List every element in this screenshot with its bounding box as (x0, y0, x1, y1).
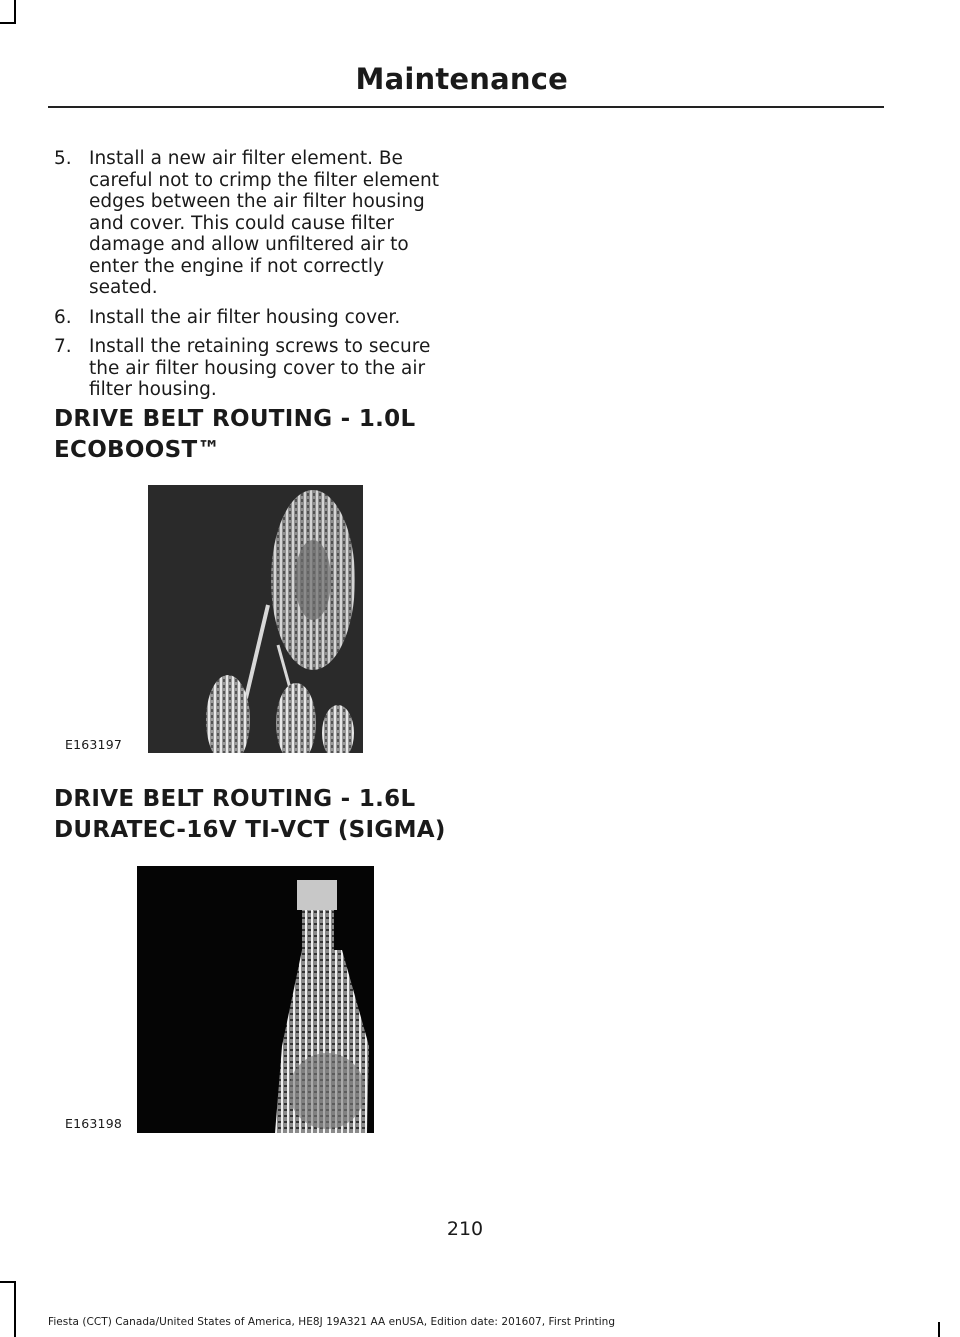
crop-mark-bottom-left-v (14, 1281, 16, 1337)
page-title: Maintenance (355, 62, 568, 96)
figure-code: E163198 (65, 1116, 123, 1131)
step-item (54, 336, 454, 401)
crankshaft-pulley (289, 1053, 365, 1129)
crop-mark-bottom-right-v (938, 1322, 940, 1337)
crop-mark-top-left-h (0, 22, 16, 24)
section-heading-1-0l (54, 404, 415, 466)
section-heading-line: DRIVE BELT ROUTING - 1.0L (54, 406, 416, 432)
section-heading-line: DURATEC-16V TI-VCT (SIGMA) (54, 817, 446, 843)
crop-mark-top-left-v (14, 0, 16, 24)
step-text: Install the air filter housing cover. (89, 306, 401, 328)
section-heading-line: ECOBOOST™ (54, 437, 221, 463)
section-heading-line: DRIVE BELT ROUTING - 1.6L (54, 786, 416, 812)
step-number: 6. (54, 306, 72, 328)
step-text: Install the retaining screws to secure the air filter housing cover to the air filter housing. (89, 336, 431, 400)
section-heading-1-6l (54, 784, 446, 846)
header-divider (48, 106, 884, 108)
page-number: 210 (446, 1218, 484, 1240)
step-item (54, 307, 454, 329)
footer-text: Fiesta (CCT) Canada/United States of America, HE8J 19A321 AA enUSA, Edition date: 201607, First Printing (48, 1316, 616, 1328)
figure-code: E163197 (65, 737, 123, 752)
step-number: 7. (54, 336, 72, 357)
step-text: Install a new air filter element. Be careful not to crimp the filter element edges between the air filter housing and cover. This could cause filter damage and allow unfiltered air to enter the engine if not correctly seated. (89, 148, 439, 298)
step-item (54, 148, 454, 299)
drive-belt-diagram-1-0l (148, 485, 363, 753)
pulley-bracket (302, 910, 334, 950)
pulley-hub (295, 540, 331, 620)
crop-mark-bottom-left-h (0, 1281, 16, 1283)
procedure-steps (54, 148, 454, 409)
drive-belt-diagram-1-6l (137, 866, 374, 1133)
step-number: 5. (54, 148, 72, 169)
upper-pulley-housing (297, 880, 337, 910)
